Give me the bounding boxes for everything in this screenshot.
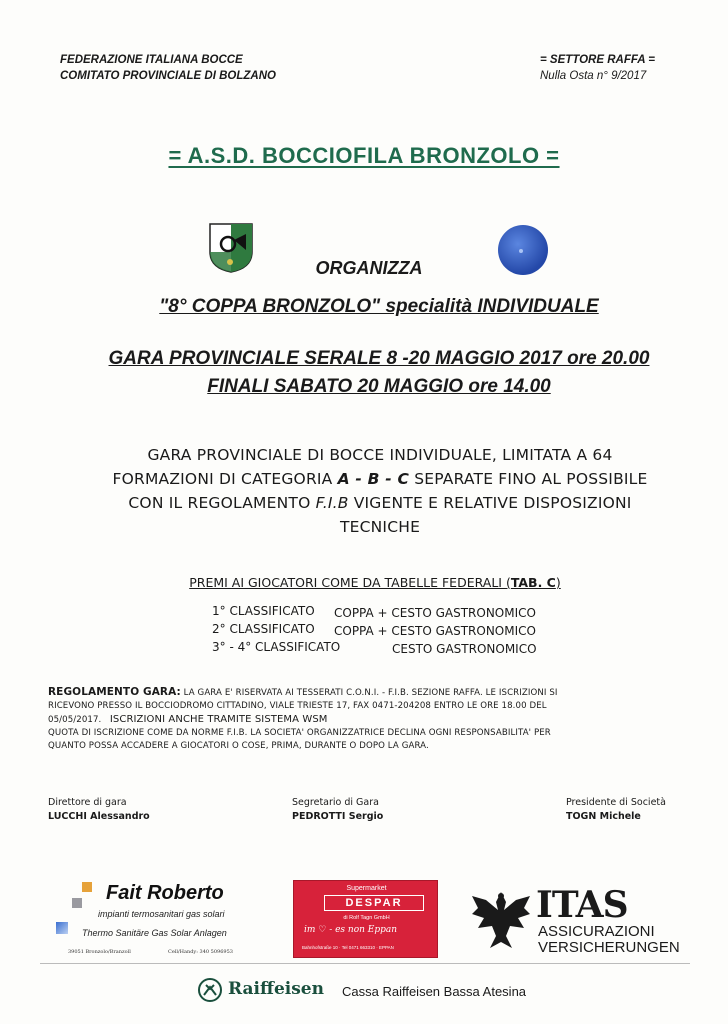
- prize-row-3: [212, 638, 340, 656]
- committee-name: COMITATO PROVINCIALE DI BOLZANO: [60, 70, 276, 82]
- tournament-title: "8° COPPA BRONZOLO" specialità INDIVIDUALE: [159, 296, 599, 317]
- footer-divider: [40, 963, 690, 964]
- itas-line1: ASSICURAZIONI: [538, 923, 655, 940]
- prize-place: 2° CLASSIFICATO: [212, 622, 315, 636]
- federation-header: [60, 52, 276, 84]
- fait-logo-icon: [82, 882, 92, 892]
- sector-name: = SETTORE RAFFA =: [540, 54, 656, 66]
- fait-address: 39051 Bronzolo/Branzoll: [68, 949, 131, 955]
- prize-row-1: [212, 602, 315, 620]
- finals-date: FINALI SABATO 20 MAGGIO ore 14.00: [207, 376, 551, 397]
- fait-subtitle2: Thermo Sanitäre Gas Solar Anlagen: [82, 928, 227, 938]
- rules-label: REGOLAMENTO GARA:: [48, 686, 181, 698]
- federation-name: FEDERAZIONE ITALIANA BOCCE: [60, 54, 243, 66]
- tournament-dates: GARA PROVINCIALE SERALE 8 -20 MAGGIO 2017 ore 20.00: [108, 348, 650, 369]
- prize-row-2: [212, 620, 315, 638]
- signature-secretary: Segretario di Gara PEDROTTI Sergio: [292, 797, 384, 822]
- fait-title: Fait Roberto: [106, 882, 224, 904]
- signature-director: Direttore di gara LUCCHI Alessandro: [48, 797, 150, 822]
- organizza-heading: ORGANIZZA: [315, 258, 423, 278]
- raiffeisen-branch: Cassa Raiffeisen Bassa Atesina: [342, 984, 527, 999]
- eagle-icon: [470, 888, 532, 952]
- itas-title: ITAS: [536, 884, 628, 926]
- tournament-description: GARA PROVINCIALE DI BOCCE INDIVIDUALE, LIMITATA A 64 FORMAZIONI DI CATEGORIA A - B - C SEPARATE FINO AL POSSIBILE CON IL REGOLAMENTO F.I.B VIGENTE E RELATIVE DISPOSIZIONI TECNICHE: [112, 446, 648, 536]
- sponsor-itas: [470, 884, 696, 958]
- signature-president: Presidente di Società TOGN Michele: [566, 797, 666, 822]
- prize-value-3: CESTO GASTRONOMICO: [392, 642, 537, 656]
- rules-section: REGOLAMENTO GARA: LA GARA E' RISERVATA AI TESSERATI C.O.N.I. - F.I.B. SEZIONE RAFFA. LE ISCRIZIONI SI RICEVONO PRESSO IL BOCCIODROMO CITTADINO, VIALE TRIESTE 17, FAX 0471-204208 ENTRO LE ORE 18.00 DEL 05/05/2017. ISCRIZIONI ANCHE TRAMITE SISTEMA WSM QUOTA DI ISCRIZIONE COME DA NORME F.I.B. LA SOCIETA' ORGANIZZATRICE DECLINA OGNI RESPONSABILITA' PER QUANTO POSSA ACCADERE A GIOCATORI O COSE, PRIMA, DURANTE O DOPO LA GARA.: [48, 686, 558, 751]
- prize-value-2: COPPA + CESTO GASTRONOMICO: [334, 624, 536, 638]
- prizes-heading: PREMI AI GIOCATORI COME DA TABELLE FEDERALI (TAB. C): [189, 575, 561, 590]
- sponsor-despar: Supermarket DESPAR di Rolf Tagn GmbH im ♡ - es non Eppan Bahnhofstraße 10 · Tel 0471 663310 · EPPAN: [293, 880, 438, 958]
- sponsor-fait: [48, 878, 273, 958]
- prize-place: 3° - 4° CLASSIFICATO: [212, 640, 341, 654]
- raiffeisen-name: Raiffeisen: [228, 979, 324, 999]
- nulla-osta: Nulla Osta n° 9/2017: [540, 70, 647, 82]
- despar-brand: DESPAR: [324, 895, 424, 911]
- itas-line2: VERSICHERUNGEN: [538, 939, 680, 956]
- raiffeisen-logo-icon: [198, 978, 222, 1002]
- fait-subtitle: impianti termosanitari gas solari: [98, 909, 225, 919]
- sector-header: [540, 52, 655, 84]
- despar-slogan: im ♡ - es non Eppan: [304, 925, 398, 935]
- fait-phone: Cell/Handy: 340 5096953: [168, 949, 233, 955]
- club-title: = A.S.D. BOCCIOFILA BRONZOLO =: [168, 143, 560, 168]
- prize-value-1: COPPA + CESTO GASTRONOMICO: [334, 606, 536, 620]
- prize-place: 1° CLASSIFICATO: [212, 604, 315, 618]
